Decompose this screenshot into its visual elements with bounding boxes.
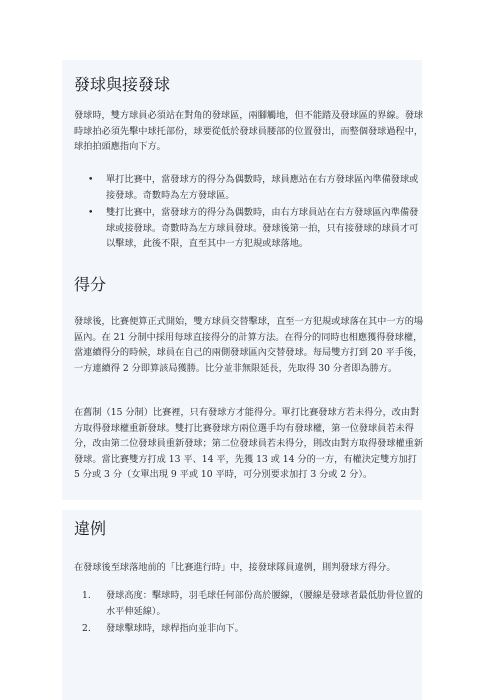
section-heading-scoring: 得分 — [74, 275, 107, 294]
ordered-list — [74, 588, 424, 639]
list-item-text: 單打比賽中，當發球方的得分為偶數時，球員應站在右方發球區內準備發球或接發球。奇數時為左方發球區。 — [106, 174, 419, 201]
list-number: 1. — [82, 590, 91, 601]
paragraph: 發球時，雙方球員必須站在對角的發球區，兩腳觸地，但不能踏及發球區的界線。發球時球拍必須先擊中球托部份，球要從低於發球員腰部的位置發出，而整個發球過程中，球拍拍頭應指向下方。 — [74, 110, 424, 152]
list-item — [74, 172, 424, 203]
paragraph: 在發球後至球落地前的「比賽進行時」中，接發球隊員違例，則判發球方得分。 — [74, 562, 396, 573]
list-item — [74, 205, 424, 252]
list-item — [74, 621, 424, 637]
bullet-icon: • — [88, 174, 94, 185]
list-item — [74, 588, 424, 619]
list-item-text: 雙打比賽中，當發球方的得分為偶數時，由右方球員站在右方發球區內準備發球或接發球。奇數時為左方球員發球。發球後第一拍，只有接發球的球員才可以擊球，此後不限，直至其中一方犯規或球落地。 — [106, 207, 419, 249]
section-heading-serve: 發球與接發球 — [74, 75, 171, 94]
paragraph: 在舊制（15 分制）比賽裡，只有發球方才能得分。單打比賽發球方若未得分，改由對方取得發球權重新發球。雙打比賽發球方兩位選手均有發球權，第一位發球員若未得分，改由第二位發球員重新發球；第二位發球員若未得分，則改由對方取得發球權重新發球。當比賽雙方打成 13 平、14 平，先獲 13 或 14 分的一方，有權決定雙方加打 5 分或 3 分（女單出現 9 平或 10 平時，可分別要求加打 3 分或 2 分）。 — [74, 407, 424, 480]
list-number: 2. — [82, 623, 91, 634]
bullet-list — [74, 172, 424, 254]
list-item-text: 發球擊球時，球桿指向並非向下。 — [106, 623, 244, 634]
bullet-icon: • — [88, 207, 94, 218]
section-heading-violations: 違例 — [74, 519, 107, 538]
paragraph: 發球後，比賽便算正式開始，雙方球員交替擊球，直至一方犯規或球落在其中一方的場區內。在 21 分制中採用每球直接得分的計算方法。在得分的同時也相應獲得發球權，當連續得分的時候，球員在自己的兩側發球區內交替發球。每局雙方打到 20 平手後，一方連續得 2 分即算該局獲勝。比分並非無限延長，先取得 30 分者即為勝方。 — [74, 316, 424, 374]
list-item-text: 發球高度：擊球時，羽毛球任何部份高於腰線，（腰線是發球者最低肋骨位置的水平伸延線）。 — [106, 590, 423, 617]
